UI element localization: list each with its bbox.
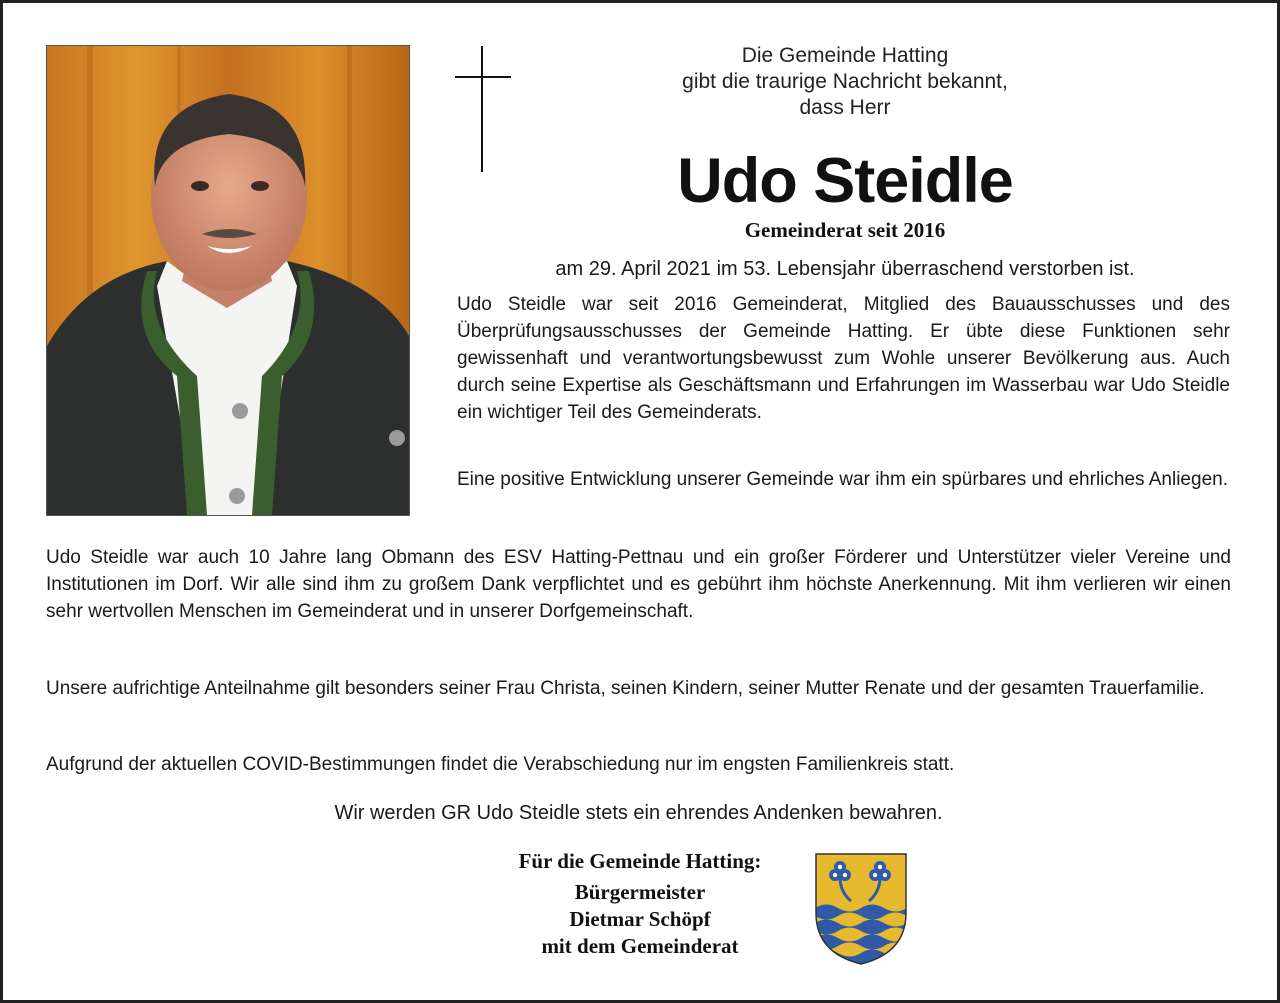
intro-line-2: gibt die traurige Nachricht bekannt, — [682, 70, 1008, 93]
paragraph-condolence: Unsere aufrichtige Anteilnahme gilt besonders seiner Frau Christa, seinen Kindern, seiner Mutter Renate und der gesamten Trauerfamilie. — [46, 678, 1205, 699]
death-notice: am 29. April 2021 im 53. Lebensjahr überraschend verstorben ist. — [555, 258, 1135, 280]
signature-name: Dietmar Schöpf — [569, 907, 711, 931]
deceased-name: Udo Steidle — [677, 146, 1013, 216]
signature-council: mit dem Gemeinderat — [541, 934, 739, 958]
deceased-role: Gemeinderat seit 2016 — [744, 218, 946, 242]
closing-line: Wir werden GR Udo Steidle stets ein ehrendes Andenken bewahren. — [334, 802, 943, 824]
portrait-photo — [46, 45, 410, 516]
paragraph-concern: Eine positive Entwicklung unserer Gemeinde war ihm ein spürbares und ehrliches Anliegen. — [457, 469, 1228, 490]
coat-of-arms-icon — [815, 853, 907, 965]
paragraph-club: Udo Steidle war auch 10 Jahre lang Obmann des ESV Hatting-Pettnau und ein großer Förderer und Unterstützer vieler Vereine und Institutionen im Dorf. Wir alle sind ihm zu großem Dank verpflichtet und es gebührt ihm höchste Anerkennung. Mit ihm verlieren wir einen sehr wertvollen Menschen im Gemeinderat und in unserer Dorfgemeinschaft. — [46, 547, 1231, 622]
intro-line-1: Die Gemeinde Hatting — [741, 44, 949, 67]
announcement-intro — [580, 43, 1110, 121]
intro-line-3: dass Herr — [799, 96, 891, 119]
signature-heading: Für die Gemeinde Hatting: — [518, 849, 762, 873]
cross-icon — [455, 46, 511, 172]
paragraph-tenure: Udo Steidle war seit 2016 Gemeinderat, Mitglied des Bauausschusses und des Überprüfungsausschusses der Gemeinde Hatting. Er übte diese Funktionen sehr gewissenhaft und verantwortungsbewusst zum Wohle unserer Bevölkerung aus. Auch durch seine Expertise als Geschäftsmann und Erfahrungen im Wasserbau war Udo Steidle ein wichtiger Teil des Gemeinderats. — [457, 294, 1230, 423]
signature-block — [440, 848, 840, 960]
signature-title: Bürgermeister — [574, 880, 706, 904]
paragraph-covid: Aufgrund der aktuellen COVID-Bestimmungen findet die Verabschiedung nur im engsten Familienkreis statt. — [46, 754, 955, 775]
